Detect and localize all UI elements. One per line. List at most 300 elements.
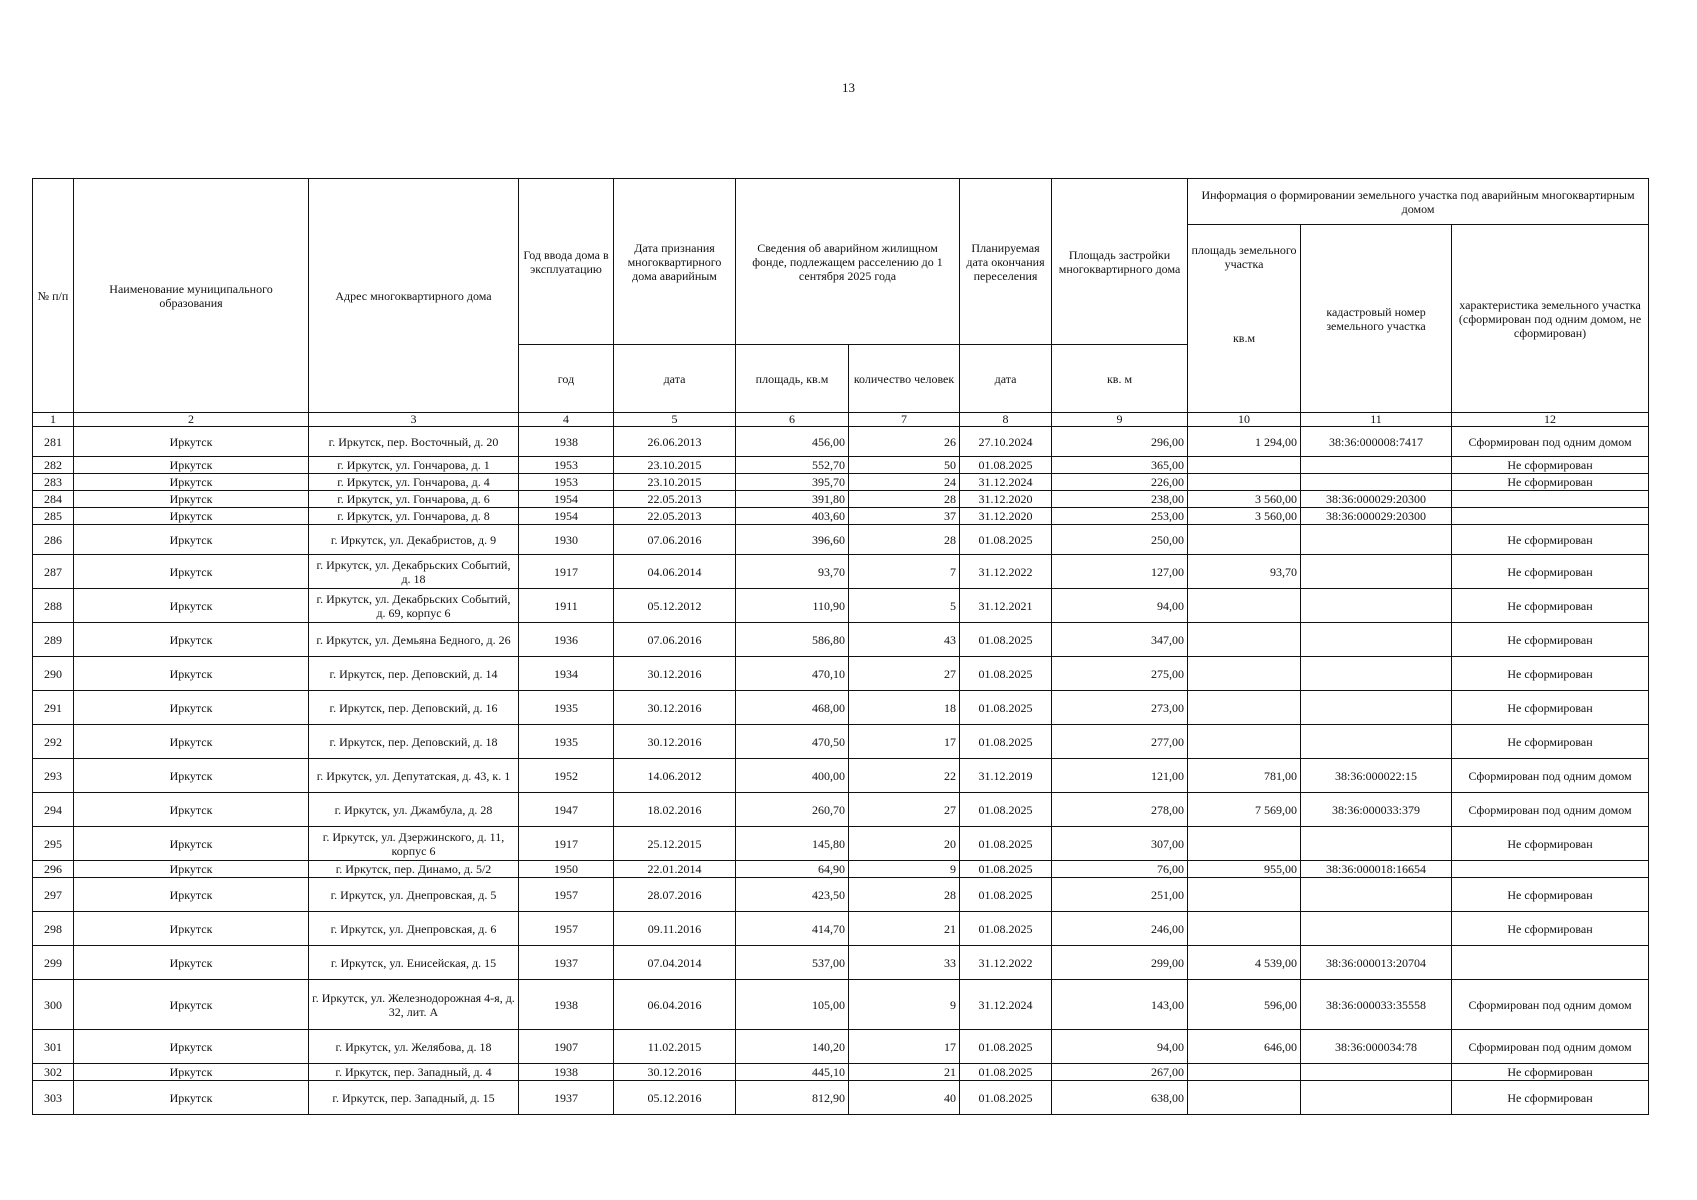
cell-year: 1938 [519,1064,614,1081]
cell-land: 7 569,00 [1188,793,1301,827]
cell-num: 286 [33,525,74,555]
cell-addr: г. Иркутск, ул. Депутатская, д. 43, к. 1 [309,759,519,793]
unit-date2: дата [960,345,1052,413]
cell-plan: 01.08.2025 [960,878,1052,912]
cell-plan: 01.08.2025 [960,827,1052,861]
cell-plan: 01.08.2025 [960,793,1052,827]
cell-mo: Иркутск [74,555,309,589]
cell-cad [1301,623,1452,657]
cell-build: 299,00 [1052,946,1188,980]
cell-mo: Иркутск [74,457,309,474]
table-row [33,980,1649,1030]
table-row [33,525,1649,555]
cell-mo: Иркутск [74,508,309,525]
cell-date: 18.02.2016 [614,793,736,827]
cell-people: 21 [849,1064,960,1081]
cell-land: 1 294,00 [1188,427,1301,457]
cell-mo: Иркутск [74,474,309,491]
cell-mo: Иркутск [74,912,309,946]
cell-num: 289 [33,623,74,657]
col-number: 11 [1301,413,1452,427]
cell-addr: г. Иркутск, ул. Гончарова, д. 1 [309,457,519,474]
cell-char: Не сформирован [1452,474,1649,491]
cell-year: 1935 [519,691,614,725]
cell-mo: Иркутск [74,759,309,793]
cell-build: 277,00 [1052,725,1188,759]
cell-date: 30.12.2016 [614,657,736,691]
table-row [33,759,1649,793]
cell-build: 267,00 [1052,1064,1188,1081]
cell-cad [1301,457,1452,474]
table-row [33,555,1649,589]
cell-people: 43 [849,623,960,657]
cell-build: 365,00 [1052,457,1188,474]
cell-people: 5 [849,589,960,623]
cell-area: 260,70 [736,793,849,827]
cell-addr: г. Иркутск, ул. Гончарова, д. 4 [309,474,519,491]
cell-area: 145,80 [736,827,849,861]
table-row [33,508,1649,525]
cell-addr: г. Иркутск, ул. Джамбула, д. 28 [309,793,519,827]
header-num: № п/п [33,179,74,413]
cell-cad [1301,657,1452,691]
cell-date: 28.07.2016 [614,878,736,912]
header-municipality: Наименование муниципального образования [74,179,309,413]
cell-build: 275,00 [1052,657,1188,691]
table-row [33,427,1649,457]
cell-cad: 38:36:000034:78 [1301,1030,1452,1064]
cell-area: 93,70 [736,555,849,589]
cell-num: 292 [33,725,74,759]
cell-land: 4 539,00 [1188,946,1301,980]
cell-char: Не сформирован [1452,827,1649,861]
cell-area: 537,00 [736,946,849,980]
table-row [33,827,1649,861]
cell-char: Сформирован под одним домом [1452,759,1649,793]
cell-plan: 31.12.2019 [960,759,1052,793]
table-row [33,623,1649,657]
cell-build: 226,00 [1052,474,1188,491]
cell-plan: 01.08.2025 [960,912,1052,946]
cell-addr: г. Иркутск, ул. Гончарова, д. 6 [309,491,519,508]
cell-char: Сформирован под одним домом [1452,1030,1649,1064]
cell-land: 646,00 [1188,1030,1301,1064]
cell-build: 253,00 [1052,508,1188,525]
cell-people: 18 [849,691,960,725]
cell-date: 30.12.2016 [614,691,736,725]
cell-date: 05.12.2012 [614,589,736,623]
cell-year: 1938 [519,427,614,457]
cell-plan: 01.08.2025 [960,457,1052,474]
cell-year: 1953 [519,457,614,474]
cell-date: 26.06.2013 [614,427,736,457]
cell-num: 296 [33,861,74,878]
cell-land: 596,00 [1188,980,1301,1030]
cell-plan: 01.08.2025 [960,725,1052,759]
col-number: 5 [614,413,736,427]
header-building-area: Площадь застройки многоквартирного дома [1052,179,1188,345]
cell-mo: Иркутск [74,725,309,759]
cell-land [1188,691,1301,725]
cell-addr: г. Иркутск, ул. Днепровская, д. 6 [309,912,519,946]
cell-build: 94,00 [1052,1030,1188,1064]
cell-plan: 31.12.2024 [960,980,1052,1030]
cell-num: 287 [33,555,74,589]
cell-build: 347,00 [1052,623,1188,657]
cell-people: 7 [849,555,960,589]
cell-people: 9 [849,861,960,878]
cell-char [1452,491,1649,508]
cell-num: 303 [33,1081,74,1115]
cell-area: 445,10 [736,1064,849,1081]
cell-year: 1917 [519,827,614,861]
cell-cad [1301,589,1452,623]
cell-addr: г. Иркутск, пер. Восточный, д. 20 [309,427,519,457]
cell-land [1188,1064,1301,1081]
table-row [33,946,1649,980]
cell-people: 28 [849,491,960,508]
header-recognition-date: Дата признания многоквартирного дома аварийным [614,179,736,345]
cell-year: 1937 [519,1081,614,1115]
cell-area: 470,50 [736,725,849,759]
cell-date: 30.12.2016 [614,1064,736,1081]
cell-addr: г. Иркутск, пер. Деповский, д. 18 [309,725,519,759]
cell-char [1452,508,1649,525]
col-number: 4 [519,413,614,427]
cell-char [1452,861,1649,878]
cell-mo: Иркутск [74,525,309,555]
cell-build: 121,00 [1052,759,1188,793]
cell-area: 391,80 [736,491,849,508]
unit-area: площадь, кв.м [736,345,849,413]
cell-char: Не сформирован [1452,589,1649,623]
cell-date: 07.04.2014 [614,946,736,980]
table-row [33,793,1649,827]
cell-year: 1954 [519,491,614,508]
cell-addr: г. Иркутск, ул. Демьяна Бедного, д. 26 [309,623,519,657]
cell-build: 278,00 [1052,793,1188,827]
cell-land [1188,1081,1301,1115]
cell-mo: Иркутск [74,878,309,912]
header-fund-info: Сведения об аварийном жилищном фонде, подлежащем расселению до 1 сентября 2025 года [736,179,960,345]
cell-char: Не сформирован [1452,1064,1649,1081]
cell-num: 290 [33,657,74,691]
col-number: 8 [960,413,1052,427]
cell-plan: 01.08.2025 [960,1030,1052,1064]
cell-num: 297 [33,878,74,912]
table-row [33,1030,1649,1064]
cell-mo: Иркутск [74,1030,309,1064]
cell-mo: Иркутск [74,980,309,1030]
cell-addr: г. Иркутск, пер. Динамо, д. 5/2 [309,861,519,878]
cell-cad [1301,555,1452,589]
cell-mo: Иркутск [74,946,309,980]
cell-num: 295 [33,827,74,861]
cell-num: 285 [33,508,74,525]
cell-mo: Иркутск [74,1064,309,1081]
cell-plan: 31.12.2024 [960,474,1052,491]
cell-date: 11.02.2015 [614,1030,736,1064]
cell-addr: г. Иркутск, ул. Декабрьских Событий, д. 69, корпус 6 [309,589,519,623]
cell-addr: г. Иркутск, ул. Железнодорожная 4-я, д. 32, лит. А [309,980,519,1030]
cell-cad: 38:36:000013:20704 [1301,946,1452,980]
cell-area: 110,90 [736,589,849,623]
cell-num: 298 [33,912,74,946]
unit-kvm: кв. м [1052,345,1188,413]
cell-plan: 01.08.2025 [960,691,1052,725]
cell-year: 1937 [519,946,614,980]
cell-cad: 38:36:000008:7417 [1301,427,1452,457]
cell-year: 1947 [519,793,614,827]
header-land-info: Информация о формировании земельного участка под аварийным многоквартирным домом [1188,179,1649,225]
cell-people: 22 [849,759,960,793]
cell-land: 781,00 [1188,759,1301,793]
cell-area: 400,00 [736,759,849,793]
header-land-area-label: площадь земельного участка [1191,242,1297,271]
cell-addr: г. Иркутск, ул. Желябова, д. 18 [309,1030,519,1064]
cell-land [1188,657,1301,691]
cell-people: 28 [849,525,960,555]
cell-date: 22.01.2014 [614,861,736,878]
header-address: Адрес многоквартирного дома [309,179,519,413]
cell-area: 423,50 [736,878,849,912]
table-row [33,1081,1649,1115]
cell-year: 1957 [519,878,614,912]
cell-mo: Иркутск [74,827,309,861]
header-land-area-unit: кв.м [1232,330,1256,345]
cell-area: 403,60 [736,508,849,525]
cell-char: Сформирован под одним домом [1452,427,1649,457]
cell-char: Сформирован под одним домом [1452,793,1649,827]
cell-build: 143,00 [1052,980,1188,1030]
header-planned-date: Планируемая дата окончания переселения [960,179,1052,345]
cell-mo: Иркутск [74,491,309,508]
cell-num: 284 [33,491,74,508]
column-numbers-row [33,413,1649,427]
cell-mo: Иркутск [74,691,309,725]
cell-addr: г. Иркутск, пер. Деповский, д. 16 [309,691,519,725]
cell-mo: Иркутск [74,589,309,623]
cell-build: 246,00 [1052,912,1188,946]
cell-land: 93,70 [1188,555,1301,589]
cell-area: 812,90 [736,1081,849,1115]
cell-num: 282 [33,457,74,474]
cell-addr: г. Иркутск, пер. Западный, д. 15 [309,1081,519,1115]
cell-people: 17 [849,725,960,759]
header-land-area [1188,225,1301,413]
col-number: 2 [74,413,309,427]
cell-num: 293 [33,759,74,793]
cell-cad [1301,912,1452,946]
cell-date: 22.05.2013 [614,508,736,525]
cell-area: 64,90 [736,861,849,878]
cell-char: Не сформирован [1452,1081,1649,1115]
table-row [33,491,1649,508]
cell-num: 288 [33,589,74,623]
cell-year: 1911 [519,589,614,623]
cell-mo: Иркутск [74,657,309,691]
cell-people: 37 [849,508,960,525]
cell-area: 552,70 [736,457,849,474]
cell-num: 294 [33,793,74,827]
cell-land [1188,589,1301,623]
cell-build: 238,00 [1052,491,1188,508]
table-row [33,657,1649,691]
cell-people: 33 [849,946,960,980]
cell-plan: 01.08.2025 [960,1064,1052,1081]
cell-plan: 31.12.2022 [960,946,1052,980]
table-row [33,589,1649,623]
header-cadastral: кадастровый номер земельного участка [1301,225,1452,413]
cell-mo: Иркутск [74,623,309,657]
header-year: Год ввода дома в эксплуатацию [519,179,614,345]
cell-year: 1957 [519,912,614,946]
cell-area: 470,10 [736,657,849,691]
cell-char: Не сформирован [1452,457,1649,474]
cell-plan: 31.12.2020 [960,508,1052,525]
cell-mo: Иркутск [74,427,309,457]
unit-year: год [519,345,614,413]
emergency-housing-table [32,178,1649,1115]
cell-plan: 01.08.2025 [960,861,1052,878]
cell-num: 300 [33,980,74,1030]
cell-area: 105,00 [736,980,849,1030]
cell-build: 296,00 [1052,427,1188,457]
cell-area: 396,60 [736,525,849,555]
cell-year: 1950 [519,861,614,878]
cell-plan: 01.08.2025 [960,657,1052,691]
cell-char: Не сформирован [1452,623,1649,657]
table-row [33,457,1649,474]
cell-addr: г. Иркутск, пер. Западный, д. 4 [309,1064,519,1081]
cell-land [1188,623,1301,657]
col-number: 7 [849,413,960,427]
unit-people: количество человек [849,345,960,413]
cell-char [1452,946,1649,980]
cell-land: 955,00 [1188,861,1301,878]
cell-land [1188,725,1301,759]
table-row [33,691,1649,725]
cell-build: 76,00 [1052,861,1188,878]
cell-cad [1301,474,1452,491]
cell-people: 40 [849,1081,960,1115]
cell-build: 127,00 [1052,555,1188,589]
cell-land [1188,878,1301,912]
cell-land [1188,827,1301,861]
cell-year: 1930 [519,525,614,555]
cell-year: 1935 [519,725,614,759]
cell-addr: г. Иркутск, ул. Декабристов, д. 9 [309,525,519,555]
page-number: 13 [842,80,855,95]
table-row [33,878,1649,912]
cell-addr: г. Иркутск, пер. Деповский, д. 14 [309,657,519,691]
col-number: 6 [736,413,849,427]
cell-build: 273,00 [1052,691,1188,725]
cell-build: 250,00 [1052,525,1188,555]
cell-area: 395,70 [736,474,849,491]
cell-cad [1301,1081,1452,1115]
cell-plan: 31.12.2022 [960,555,1052,589]
col-number: 1 [33,413,74,427]
cell-date: 07.06.2016 [614,525,736,555]
cell-date: 22.05.2013 [614,491,736,508]
cell-cad: 38:36:000022:15 [1301,759,1452,793]
cell-people: 50 [849,457,960,474]
cell-mo: Иркутск [74,793,309,827]
cell-year: 1954 [519,508,614,525]
cell-year: 1952 [519,759,614,793]
cell-land [1188,912,1301,946]
cell-year: 1953 [519,474,614,491]
table-row [33,861,1649,878]
cell-date: 23.10.2015 [614,474,736,491]
cell-cad [1301,725,1452,759]
cell-char: Не сформирован [1452,691,1649,725]
cell-addr: г. Иркутск, ул. Декабрьских Событий, д. 18 [309,555,519,589]
cell-land [1188,474,1301,491]
cell-year: 1917 [519,555,614,589]
cell-char: Сформирован под одним домом [1452,980,1649,1030]
cell-num: 281 [33,427,74,457]
cell-cad [1301,525,1452,555]
cell-char: Не сформирован [1452,525,1649,555]
cell-plan: 01.08.2025 [960,623,1052,657]
col-number: 3 [309,413,519,427]
cell-year: 1936 [519,623,614,657]
cell-addr: г. Иркутск, ул. Енисейская, д. 15 [309,946,519,980]
cell-char: Не сформирован [1452,555,1649,589]
cell-num: 299 [33,946,74,980]
unit-date: дата [614,345,736,413]
table-row [33,912,1649,946]
cell-plan: 31.12.2020 [960,491,1052,508]
cell-year: 1938 [519,980,614,1030]
cell-plan: 01.08.2025 [960,525,1052,555]
col-number: 9 [1052,413,1188,427]
cell-date: 09.11.2016 [614,912,736,946]
cell-people: 9 [849,980,960,1030]
table-row [33,474,1649,491]
cell-area: 456,00 [736,427,849,457]
cell-char: Не сформирован [1452,725,1649,759]
cell-date: 06.04.2016 [614,980,736,1030]
cell-date: 05.12.2016 [614,1081,736,1115]
cell-cad [1301,1064,1452,1081]
cell-people: 26 [849,427,960,457]
table-row [33,725,1649,759]
cell-cad [1301,827,1452,861]
cell-plan: 01.08.2025 [960,1081,1052,1115]
cell-cad: 38:36:000029:20300 [1301,508,1452,525]
cell-addr: г. Иркутск, ул. Гончарова, д. 8 [309,508,519,525]
cell-area: 140,20 [736,1030,849,1064]
cell-addr: г. Иркутск, ул. Дзержинского, д. 11, корпус 6 [309,827,519,861]
cell-cad: 38:36:000033:379 [1301,793,1452,827]
cell-people: 24 [849,474,960,491]
cell-num: 291 [33,691,74,725]
cell-char: Не сформирован [1452,912,1649,946]
header-land-char: характеристика земельного участка (сформирован под одним домом, не сформирован) [1452,225,1649,413]
cell-cad: 38:36:000033:35558 [1301,980,1452,1030]
cell-cad: 38:36:000018:16654 [1301,861,1452,878]
col-number: 12 [1452,413,1649,427]
cell-year: 1934 [519,657,614,691]
cell-char: Не сформирован [1452,878,1649,912]
cell-people: 17 [849,1030,960,1064]
cell-num: 301 [33,1030,74,1064]
cell-date: 04.06.2014 [614,555,736,589]
cell-area: 468,00 [736,691,849,725]
